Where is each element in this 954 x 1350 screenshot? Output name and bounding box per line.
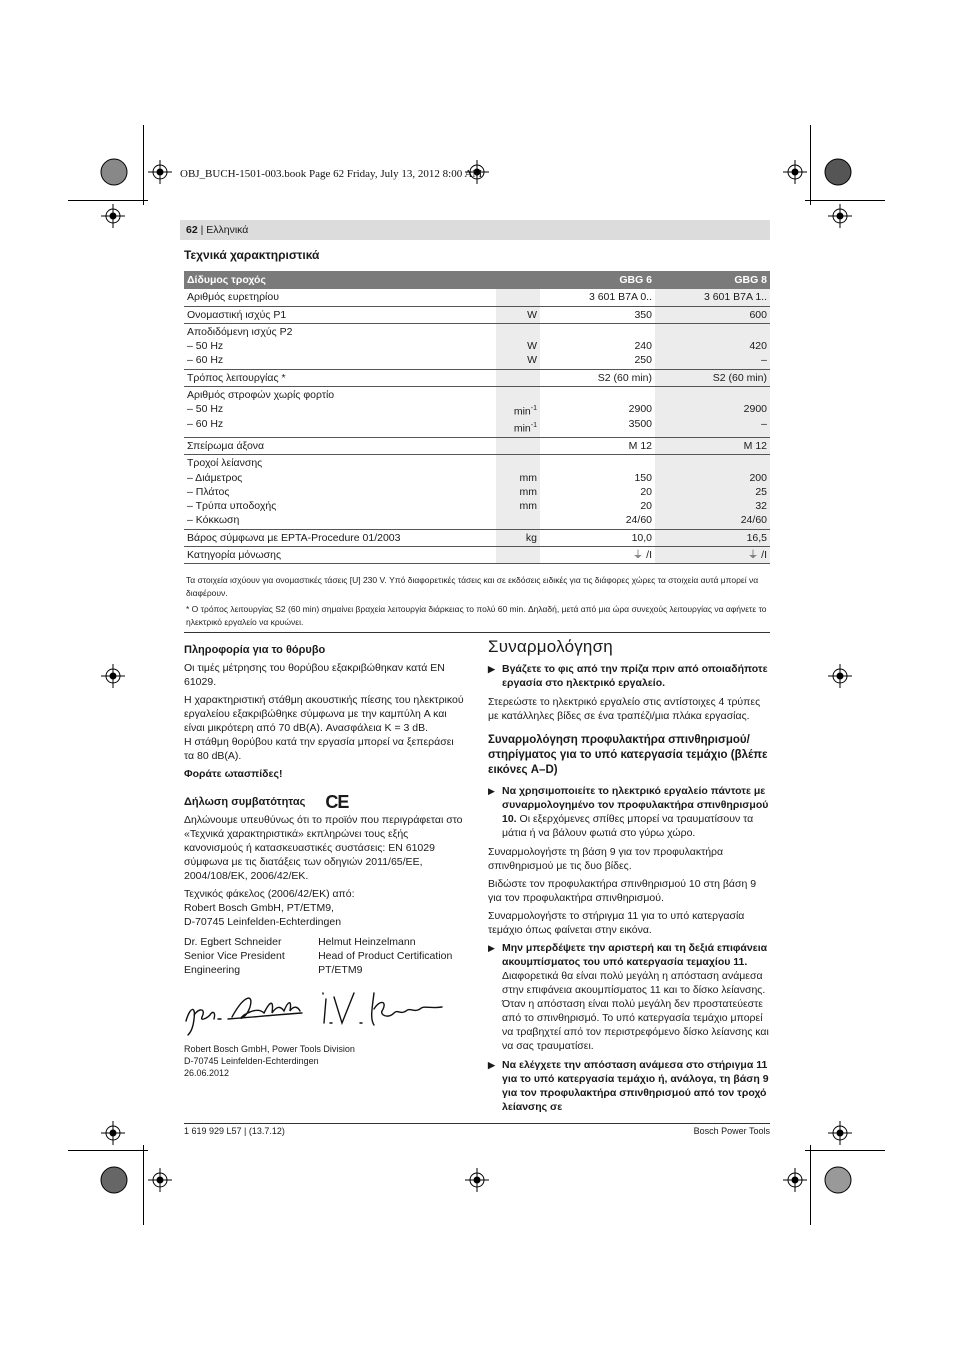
table-row	[184, 529, 770, 546]
ce-mark-icon: CE	[325, 792, 349, 812]
cell-unit: mm mm mm	[496, 455, 540, 529]
cell-label: Κατηγορία μόνωσης	[184, 547, 496, 564]
table-row	[184, 455, 770, 529]
cell-label: Βάρος σύμφωνα με EPTA-Procedure 01/2003	[184, 529, 496, 546]
cell-v2: 600	[655, 306, 770, 323]
cell-label: Αριθμός ευρετηρίου	[184, 289, 496, 306]
noise-p3: Η στάθμη θορύβου κατά την εργασία μπορεί να ξεπεράσει τα 80 dB(A).	[184, 736, 454, 762]
header-label: Δίδυμος τροχός	[184, 271, 496, 289]
cell-v1: 3 601 B7A 0..	[540, 289, 655, 306]
cell-v2: 420 –	[655, 323, 770, 369]
cell-unit	[496, 289, 540, 306]
cell-v2: 200 25 32 24/60	[655, 455, 770, 529]
bullet-support-text: Διαφορετικά θα είναι πολύ μεγάλη η απόσταση ανάμεσα στην επιφάνεια ακουμπίσματος 11 και το δίσκο λείανσης. Όταν η απόσταση είναι πολύ μεγάλη δεν προστατεύεστε από το σπινθηρισμό. Το υπό κατεργασία τεμάχιο μπορεί να τραβηχτεί από τον περιστρεφόμενο δίσκο λείανσης και να σας τραυματίσει.	[502, 970, 769, 1052]
table-row	[184, 387, 770, 438]
bullet-check-distance	[488, 1058, 770, 1114]
cell-label: Τρόπος λειτουργίας *	[184, 369, 496, 386]
signers	[184, 935, 466, 977]
noise-title: Πληροφορία για το θόρυβο	[184, 644, 326, 656]
page-header: 62 | Ελληνικά	[180, 220, 770, 240]
noise-p4: Φοράτε ωτασπίδες!	[184, 768, 283, 780]
header-model2: GBG 8	[655, 271, 770, 289]
noise-p1: Οι τιμές μέτρησης του θορύβου εξακριβώθηκαν κατά EN 61029.	[184, 662, 445, 688]
arrow-icon: ▶	[488, 786, 495, 796]
cell-v2: 2900 –	[655, 387, 770, 438]
bullet-spark-guard-bold: Να χρησιμοποιείτε το ηλεκτρικό εργαλείο πάντοτε με συναρμολογημένο τον προφυλακτήρα σπινθηρισμού 10.	[502, 785, 769, 825]
cell-v1: S2 (60 min)	[540, 369, 655, 386]
cell-v1: 240 250	[540, 323, 655, 369]
cell-unit	[496, 547, 540, 564]
conformity-p2: Τεχνικός φάκελος (2006/42/ΕΚ) από: Robert Bosch GmbH, PT/ETM9, D-70745 Leinfelden-Echterdingen	[184, 888, 355, 928]
book-header: OBJ_BUCH-1501-003.book Page 62 Friday, July 13, 2012 8:00 AM	[180, 168, 483, 180]
header-unit	[496, 271, 540, 289]
bullet-unplug-text: Βγάζετε το φις από την πρίζα πριν από οποιαδήποτε εργασία στο ηλεκτρικό εργαλείο.	[502, 663, 768, 689]
cell-unit: kg	[496, 529, 540, 546]
cell-v2: S2 (60 min)	[655, 369, 770, 386]
assembly-subtitle: Συναρμολόγηση προφυλακτήρα σπινθηρισμού/ στηρίγματος για το υπό κατεργασία τεμάχιο (βλέπε εικόνες A–D)	[488, 734, 768, 776]
bullet-check-distance-text: Να ελέγχετε την απόσταση ανάμεσα στο στήριγμα 11 για το υπό κατεργασία τεμάχιο ή, ανάλογα, τη βάση 9 για τον προφυλακτήρα σπινθηρισμού από τον τροχό λείανσης σε	[502, 1059, 769, 1113]
conformity-p1: Δηλώνουμε υπευθύνως ότι το προϊόν που περιγράφεται στο «Τεχνικά χαρακτηριστικά» εκπληρώνει τους εξής κανονισμούς ή κατασκευαστικές συστάσεις: EN 61029 σύμφωνα με τις διατάξεις των οδηγιών 2011/65/ΕΕ, 2004/108/ΕΚ, 2006/42/ΕΚ.	[184, 814, 463, 882]
cell-unit: W W	[496, 323, 540, 369]
signatures	[184, 989, 466, 1037]
bullet-spark-guard-text: Οι εξερχόμενες σπίθες μπορεί να τραυματίσουν τα μάτια ή να βάλουν φωτιά στο γύρω χώρο.	[502, 813, 754, 839]
footnote-operation: * Ο τρόπος λειτουργίας S2 (60 min) σημαίνει βραχεία λειτουργία διάρκειας το πολύ 60 min. Δηλαδή, μετά από μια ώρα συνεχούς λειτουργίας να αφήνετε το ηλεκτρικό εργαλείο να κρυώνει.	[186, 604, 767, 627]
bullet-support-surfaces	[488, 941, 770, 1053]
tech-specs-table	[184, 271, 770, 564]
page-language: Ελληνικά	[206, 224, 249, 236]
cell-unit	[496, 369, 540, 386]
arrow-icon: ▶	[488, 664, 495, 674]
assembly-p1: Στερεώστε το ηλεκτρικό εργαλείο στις αντίστοιχες 4 τρύπες με κατάλληλες βίδες σε ένα τραπέζι/μια πλάκα εργασίας.	[488, 696, 761, 722]
table-row	[184, 289, 770, 306]
cell-v1: 350	[540, 306, 655, 323]
cell-v1: 150 20 20 24/60	[540, 455, 655, 529]
cell-v1: 10,0	[540, 529, 655, 546]
cell-v1: ⏚ /I	[540, 547, 655, 564]
table-row	[184, 369, 770, 386]
cell-label: Ονομαστική ισχύς P1	[184, 306, 496, 323]
cell-v1: 2900 3500	[540, 387, 655, 438]
divider	[184, 632, 770, 633]
cell-label: Σπείρωμα άξονα	[184, 437, 496, 454]
assembly-p2: Συναρμολογήστε τη βάση 9 για τον προφυλακτήρα σπινθηρισμού με τις δυο βίδες.	[488, 846, 724, 872]
bullet-support-bold: Μην μπερδέψετε την αριστερή και τη δεξιά επιφάνεια ακουμπίσματος του υπό κατεργασία τεμαχίου 11.	[502, 942, 768, 968]
cell-v2: 3 601 B7A 1..	[655, 289, 770, 306]
footer-divider	[184, 1123, 770, 1124]
assembly-p4: Συναρμολογήστε το στήριγμα 11 για το υπό κατεργασία τεμάχιο όπως φαίνεται στην εικόνα.	[488, 910, 745, 936]
conformity-title: Δήλωση συμβατότητας	[184, 796, 306, 808]
right-column	[488, 637, 770, 1119]
bullet-unplug	[488, 662, 770, 690]
left-column	[184, 643, 466, 1083]
signature-image	[184, 989, 466, 1037]
arrow-icon: ▶	[488, 943, 495, 953]
tech-specs-title: Τεχνικά χαρακτηριστικά	[184, 248, 320, 262]
footer-brand: Bosch Power Tools	[693, 1126, 770, 1136]
assembly-title: Συναρμολόγηση	[488, 637, 613, 656]
cell-v2: ⏚ /I	[655, 547, 770, 564]
cell-unit	[496, 437, 540, 454]
table-row	[184, 306, 770, 323]
cell-v2: 16,5	[655, 529, 770, 546]
footer-doc-number: 1 619 929 L57 | (13.7.12)	[184, 1126, 285, 1136]
footnote-voltage: Τα στοιχεία ισχύουν για ονομαστικές τάσεις [U] 230 V. Υπό διαφορετικές τάσεις και σε εκδόσεις ειδικές για τις διάφορες χώρες τα στοιχεία αυτά μπορεί να διαφέρουν.	[186, 575, 759, 598]
bullet-spark-guard	[488, 784, 770, 840]
noise-p2: Η χαρακτηριστική στάθμη ακουστικής πίεσης του ηλεκτρικού εργαλείου εξακριβώθηκε σύμφωνα με την καμπύλη A και είναι μικρότερη από 70 dB(A). Ανασφάλεια K = 3 dB.	[184, 694, 464, 734]
signer-1: Dr. Egbert Schneider Senior Vice President Engineering	[184, 936, 285, 976]
table-row	[184, 437, 770, 454]
assembly-p3: Βιδώστε τον προφυλακτήρα σπινθηρισμού 10 στη βάση 9 για τον προφυλακτήρα σπινθηρισμού.	[488, 878, 757, 904]
cell-unit: W	[496, 306, 540, 323]
cell-v1: M 12	[540, 437, 655, 454]
table-row	[184, 547, 770, 564]
table-header-row	[184, 271, 770, 289]
company-address: Robert Bosch GmbH, Power Tools Division D-70745 Leinfelden-Echterdingen 26.06.2012	[184, 1044, 355, 1078]
cell-unit: $\min^{-1}$ $\min^{-1}$	[496, 387, 540, 438]
arrow-icon: ▶	[488, 1060, 495, 1070]
cell-label: Αριθμός στροφών χωρίς φορτίο – 50 Hz – 60 Hz	[184, 387, 496, 438]
cell-label: Τροχοί λείανσης – Διάμετρος – Πλάτος – Τρύπα υποδοχής – Κόκκωση	[184, 455, 496, 529]
cell-label: Αποδιδόμενη ισχύς P2 – 50 Hz – 60 Hz	[184, 323, 496, 369]
table-row	[184, 323, 770, 369]
signer-2: Helmut Heinzelmann Head of Product Certification PT/ETM9	[318, 936, 453, 976]
conformity-heading	[184, 792, 466, 812]
page-number: 62	[186, 224, 198, 236]
header-model1: GBG 6	[540, 271, 655, 289]
cell-v2: M 12	[655, 437, 770, 454]
